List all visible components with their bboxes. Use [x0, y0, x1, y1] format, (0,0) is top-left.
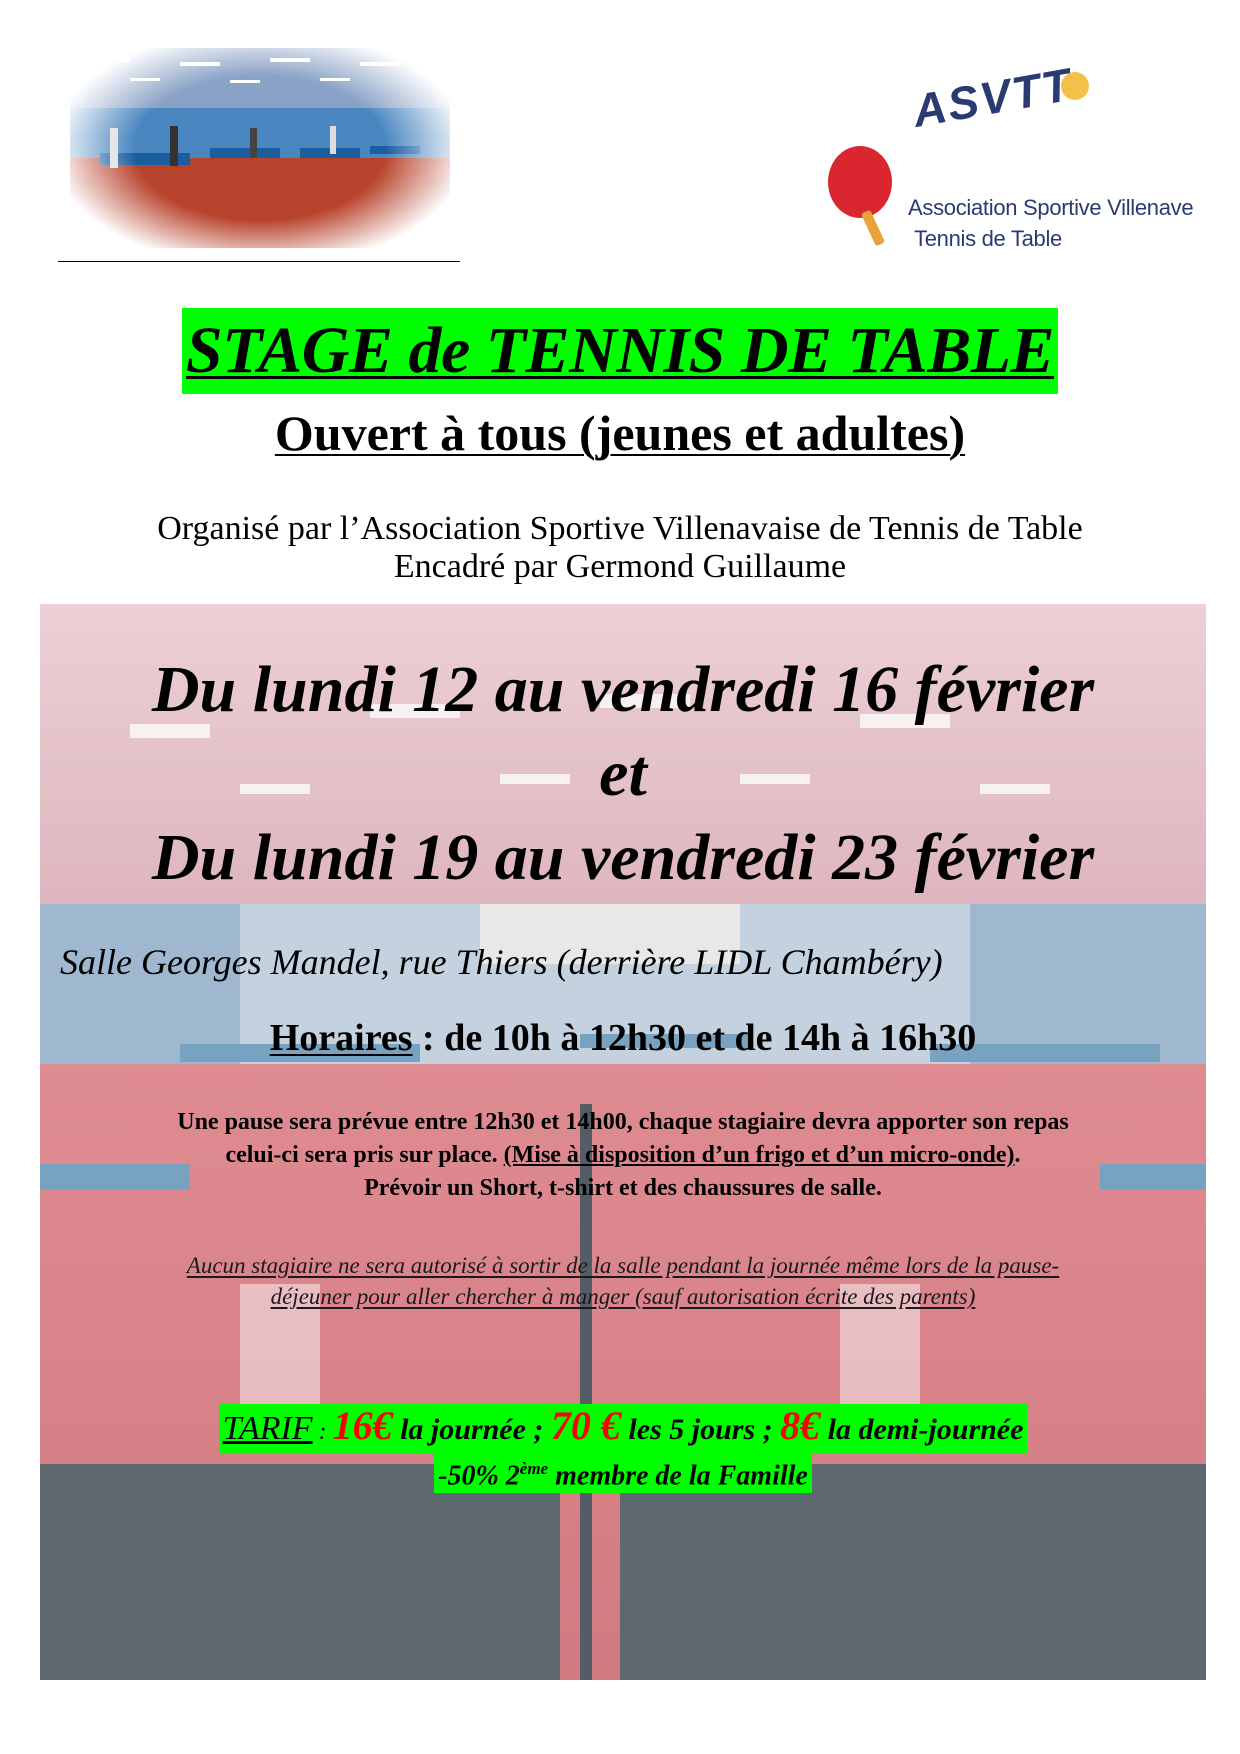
- pricing-label: TARIF: [222, 1410, 313, 1447]
- title-wrapper: [0, 308, 1240, 394]
- schedule-value: : de 10h à 12h30 et de 14h à 16h30: [412, 1017, 977, 1059]
- logo-caption-line2: Tennis de Table: [914, 226, 1062, 251]
- supervisor-line: Encadré par Germond Guillaume: [393, 548, 847, 585]
- venue-address: Salle Georges Mandel, rue Thiers (derrière LIDL Chambéry): [60, 942, 943, 982]
- logo-wordmark: ASVTT: [908, 57, 1077, 138]
- schedule-hours: [40, 1014, 1206, 1062]
- organizer-line: Organisé par l’Association Sportive Villenavaise de Tennis de Table: [157, 510, 1083, 547]
- lunch-info: [40, 1106, 1206, 1205]
- logo-caption: [908, 192, 1193, 254]
- price-half-text: la demi-journée: [820, 1413, 1024, 1446]
- pricing: [40, 1404, 1206, 1454]
- family-discount: [40, 1452, 1206, 1493]
- top-divider: [58, 261, 460, 262]
- discount-line: [434, 1452, 812, 1493]
- gym-photo-thumbnail: [70, 48, 450, 248]
- discount-a: -50% 2: [438, 1460, 520, 1492]
- dates-line-1: Du lundi 12 au vendredi 16 février: [151, 653, 1095, 726]
- price-half: 8€: [780, 1403, 821, 1448]
- price-day-text: la journée ;: [392, 1413, 551, 1446]
- pricing-line: [219, 1404, 1028, 1454]
- lunch-line-2: [40, 1139, 1206, 1172]
- subtitle: Ouvert à tous (jeunes et adultes): [274, 405, 966, 461]
- organizer-block: [0, 510, 1240, 586]
- asvtt-logo: [820, 57, 1200, 270]
- warning-line-2: déjeuner pour aller chercher à manger (sauf autorisation écrite des parents): [270, 1284, 976, 1309]
- exit-warning: [40, 1250, 1206, 1312]
- logo-caption-line1: Association Sportive Villenave: [908, 195, 1194, 220]
- discount-sup: ème: [519, 1459, 549, 1478]
- price-week: 70 €: [550, 1403, 621, 1448]
- discount-b: membre de la Famille: [548, 1460, 808, 1492]
- dates-line-3: Du lundi 19 au vendredi 23 février: [151, 821, 1095, 894]
- page-title: STAGE de TENNIS DE TABLE: [182, 308, 1058, 394]
- lunch-line-2-a: celui-ci sera pris sur place.: [225, 1142, 504, 1168]
- schedule-label: Horaires: [269, 1017, 413, 1059]
- lunch-line-3: Prévoir un Short, t-shirt et des chaussures de salle.: [364, 1175, 882, 1201]
- price-day: 16€: [332, 1403, 393, 1448]
- price-week-text: les 5 jours ;: [620, 1413, 781, 1446]
- lunch-line-1: Une pause sera prévue entre 12h30 et 14h00, chaque stagiaire devra apporter son repas: [177, 1109, 1069, 1135]
- lunch-line-2-c: .: [1014, 1142, 1021, 1168]
- stage-dates: [40, 648, 1206, 900]
- dates-line-2: et: [599, 737, 647, 810]
- warning-line-1: Aucun stagiaire ne sera autorisé à sortir de la salle pendant la journée même lors de la pause-: [186, 1253, 1060, 1278]
- pricing-colon: :: [312, 1419, 333, 1445]
- lunch-line-2-b: (Mise à disposition d’un frigo et d’un micro-onde): [503, 1142, 1015, 1168]
